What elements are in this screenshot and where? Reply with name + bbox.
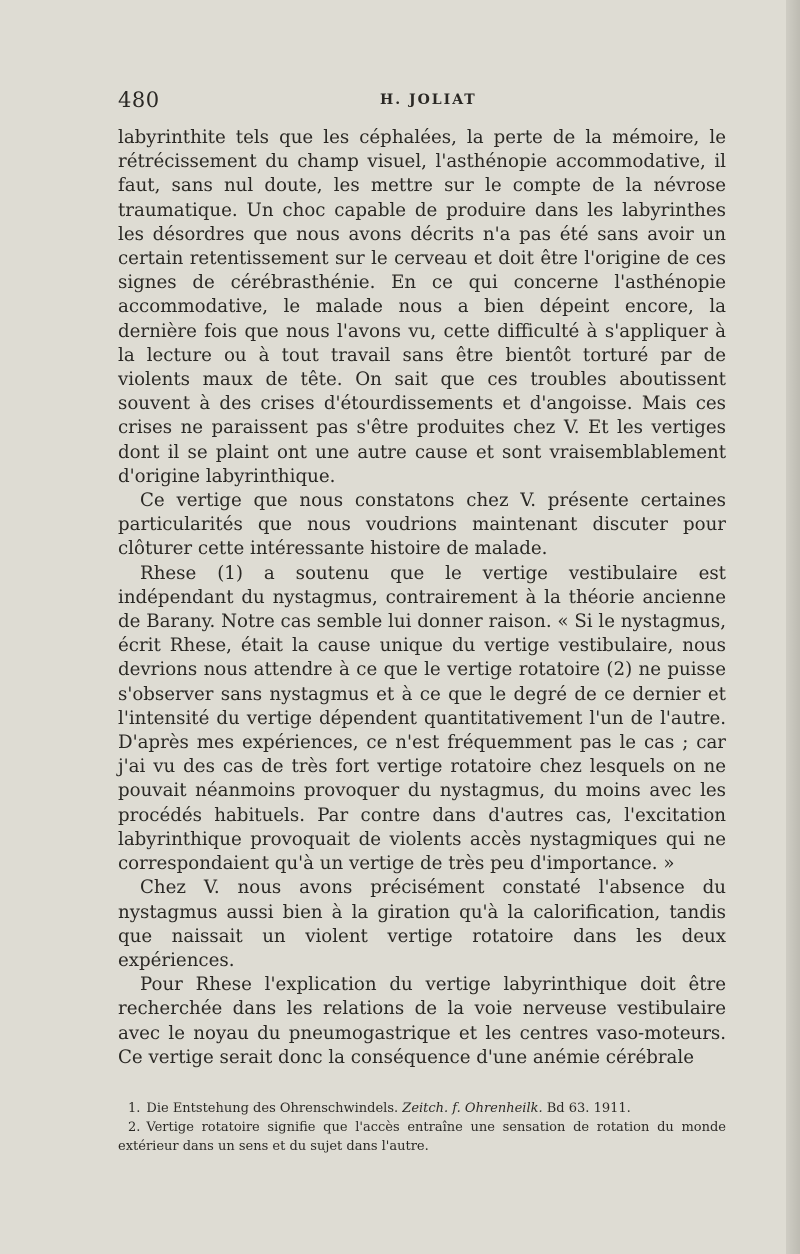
paragraph: Chez V. nous avons précisément constaté l'absence du nystagmus aussi bien à la giration qu'à la calorification, tandis que naissait un violent vertige rotatoire dans les deux expériences. xyxy=(118,877,726,971)
footnote-number: 1. xyxy=(128,1101,141,1116)
footnotes xyxy=(118,1099,726,1156)
footnote xyxy=(118,1099,726,1118)
footnote-number: 2. xyxy=(128,1120,141,1135)
paragraph: labyrinthite tels que les céphalées, la perte de la mémoire, le rétrécissement du champ visuel, l'asthénopie accommodative, il faut, sans nul doute, les mettre sur le compte de la névrose traumatique. Un choc capable de produire dans les labyrinthes les désordres que nous avons décrits n'a pas été sans avoir un certain retentissement sur le cerveau et doit être l'origine de ces signes de cérébrasthénie. En ce qui concerne l'asthénopie accommodative, le malade nous a bien dépeint encore, la dernière fois que nous l'avons vu, cette difficulté à s'appliquer à la lecture ou à tout travail sans être bientôt torturé par de violents maux de tête. On sait que ces troubles aboutissent souvent à des crises d'étourdissements et d'angoisse. Mais ces crises ne paraissent pas s'être produites chez V. Et les vertiges dont il se plaint ont une autre cause et sont vraisemblablement d'origine labyrinthique. xyxy=(118,127,726,487)
page-header xyxy=(118,88,726,118)
footnote xyxy=(118,1118,726,1156)
footnote-text: Vertige rotatoire signifie que l'accès entraîne une sensation de rotation du monde extérieur dans un sens et du sujet dans l'autre. xyxy=(118,1120,726,1154)
footnote-journal-title: Zeitch. f. Ohrenheilk. xyxy=(402,1101,543,1116)
paragraph: Rhese (1) a soutenu que le vertige vestibulaire est indépendant du nystagmus, contrairement à la théorie ancienne de Barany. Notre cas semble lui donner raison. « Si le nystagmus, écrit Rhese, était la cause unique du vertige vestibulaire, nous devrions nous attendre à ce que le vertige rotatoire (2) ne puisse s'observer sans nystagmus et à ce que le degré de ce dernier et l'intensité du vertige dépendent quantitativement l'un de l'autre. D'après mes expériences, ce n'est fréquemment pas le cas ; car j'ai vu des cas de très fort vertige rotatoire chez lesquels on ne pouvait néanmoins provoquer du nystagmus, du moins avec les procédés habituels. Par contre dans d'autres cas, l'excitation labyrinthique provoquait de violents accès nystagmiques qui ne correspondaient qu'à un vertige de très peu d'importance. » xyxy=(118,562,726,875)
footnote-text: Bd 63. 1911. xyxy=(542,1101,631,1116)
page-edge xyxy=(786,0,800,1254)
paragraph: Pour Rhese l'explication du vertige labyrinthique doit être recherchée dans les relations de la voie nerveuse vestibulaire avec le noyau du pneumogastrique et les centres vaso-moteurs. Ce vertige serait donc la conséquence d'une anémie cérébrale xyxy=(118,974,726,1068)
running-head: H. JOLIAT xyxy=(380,92,477,108)
body-text xyxy=(118,126,726,1070)
page-number: 480 xyxy=(118,88,160,112)
footnote-text: Die Entstehung des Ohrenschwindels. xyxy=(146,1101,403,1116)
paragraph: Ce vertige que nous constatons chez V. présente certaines particularités que nous voudrions maintenant discuter pour clôturer cette intéressante histoire de malade. xyxy=(118,490,726,560)
